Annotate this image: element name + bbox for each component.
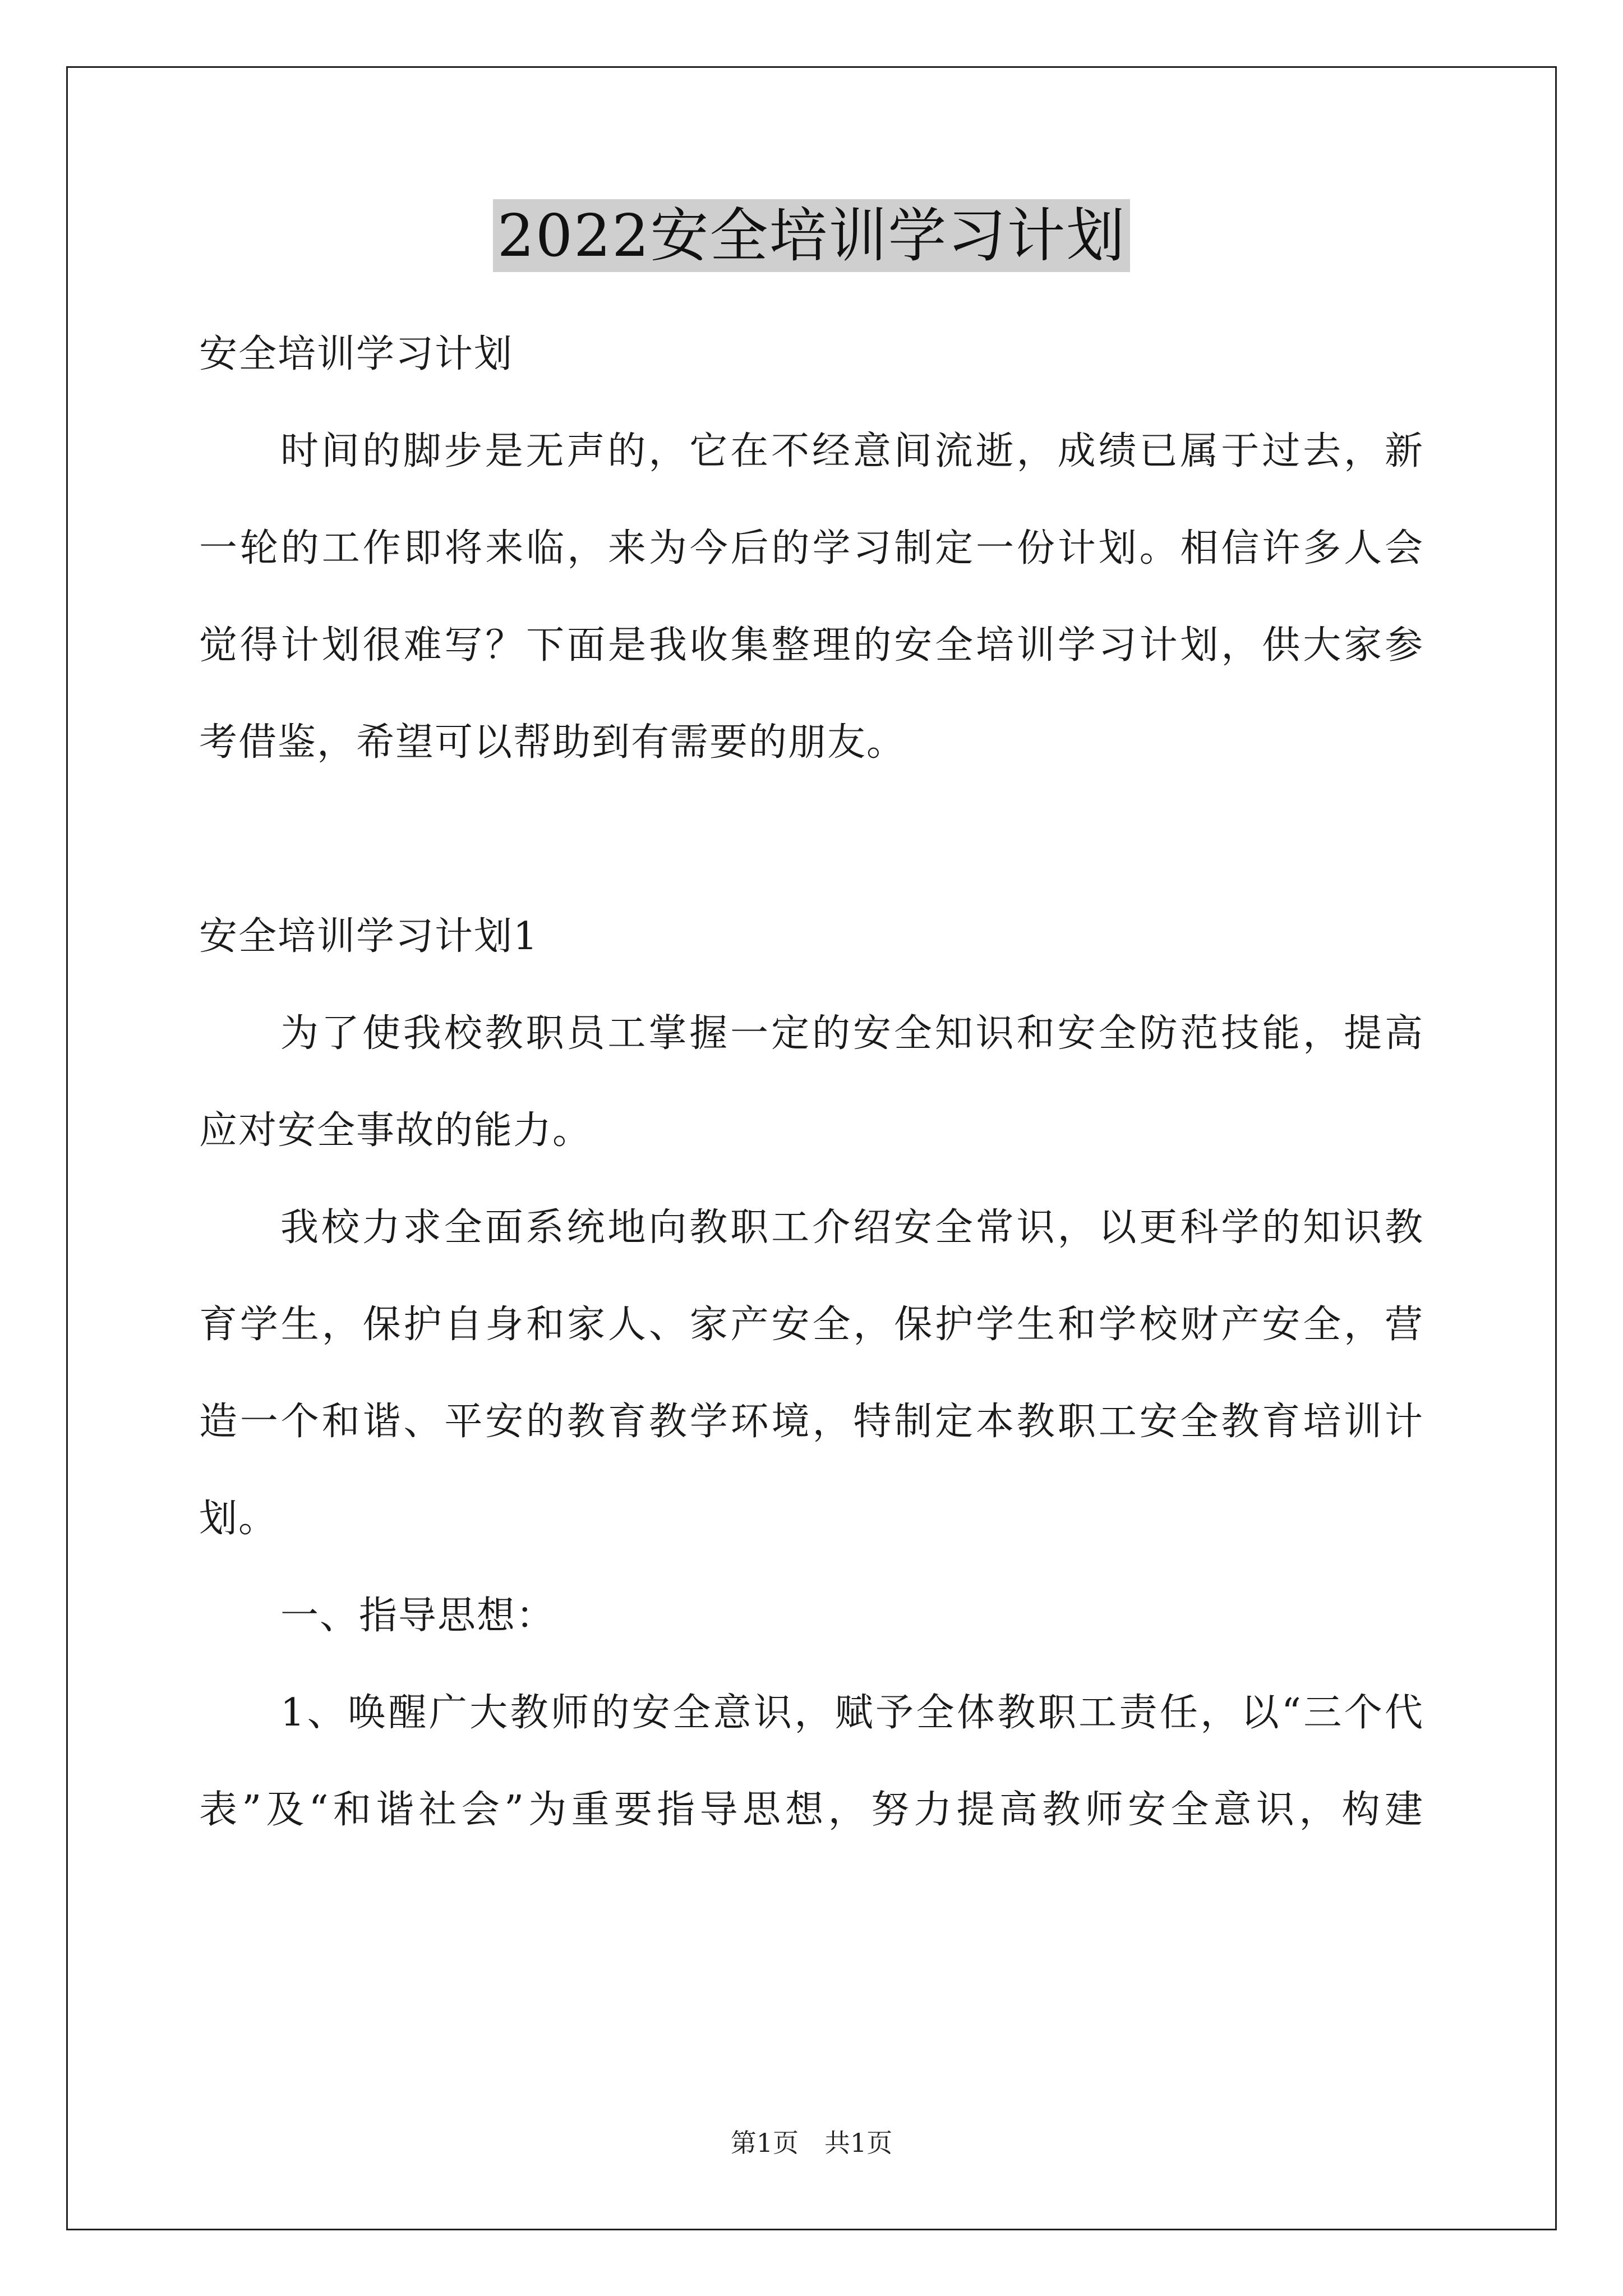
intro-line: 考借鉴，希望可以帮助到有需要的朋友。 <box>199 720 906 765</box>
guide-heading: 一、指导思想： <box>280 1594 556 1638</box>
paragraph-line: 划。 <box>199 1497 278 1541</box>
paragraph-line: 1、唤醒广大教师的安全意识，赋予全体教职工责任，以“三个代 <box>280 1691 1424 1735</box>
plan-heading: 安全培训学习计划 <box>199 332 514 376</box>
intro-line: 觉得计划很难写？下面是我收集整理的安全培训学习计划，供大家参 <box>199 623 1424 668</box>
intro-line: 时间的脚步是无声的，它在不经意间流逝，成绩已属于过去，新 <box>280 429 1424 473</box>
paragraph-line: 表”及“和谐社会”为重要指导思想，努力提高教师安全意识，构建 <box>199 1788 1424 1832</box>
document-title: 2022安全培训学习计划 <box>493 199 1131 272</box>
paragraph-line: 应对安全事故的能力。 <box>199 1108 592 1153</box>
paragraph-line: 造一个和谐、平安的教育教学环境，特制定本教职工安全教育培训计 <box>199 1400 1424 1444</box>
section-title: 安全培训学习计划1 <box>199 914 539 959</box>
paragraph-line: 我校力求全面系统地向教职工介绍安全常识，以更科学的知识教 <box>280 1205 1424 1250</box>
document-body <box>199 306 1424 1858</box>
paragraph-line: 为了使我校教职员工掌握一定的安全知识和安全防范技能，提高 <box>280 1011 1424 1056</box>
blank-line <box>199 791 1424 888</box>
title-container <box>0 199 1623 272</box>
paragraph-line: 育学生，保护自身和家人、家产安全，保护学生和学校财产安全，营 <box>199 1303 1424 1347</box>
intro-line: 一轮的工作即将来临，来为今后的学习制定一份计划。相信许多人会 <box>199 526 1424 570</box>
page-footer: 第1页 共1页 <box>730 2128 893 2158</box>
